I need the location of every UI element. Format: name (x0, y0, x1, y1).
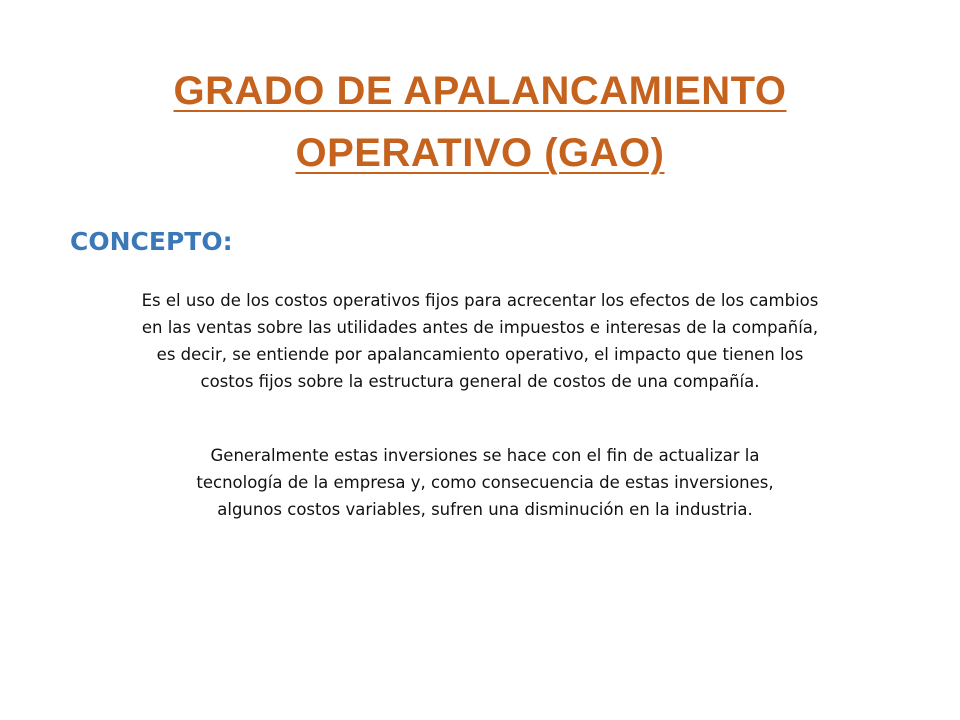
investment-paragraph (120, 442, 850, 523)
concept-paragraph-line-1: Es el uso de los costos operativos fijos para acrecentar los efectos de los cambios (141, 291, 819, 310)
investment-paragraph-line-3: algunos costos variables, sufren una disminución en la industria. (217, 500, 753, 519)
concept-heading: CONCEPTO: (70, 227, 233, 256)
concept-paragraph-line-2: en las ventas sobre las utilidades antes de impuestos e interesas de la compañía, (141, 318, 819, 337)
slide-title (80, 60, 880, 184)
concept-paragraph-line-3: es decir, se entiende por apalancamiento operativo, el impacto que tienen los (156, 345, 804, 364)
concept-paragraph (60, 287, 900, 395)
investment-paragraph-line-2: tecnología de la empresa y, como consecuencia de estas inversiones, (196, 473, 774, 492)
slide-title-line-2: OPERATIVO (GAO) (295, 131, 665, 175)
concept-paragraph-line-4: costos fijos sobre la estructura general de costos de una compañía. (200, 372, 760, 391)
investment-paragraph-line-1: Generalmente estas inversiones se hace con el fin de actualizar la (210, 446, 760, 465)
slide-title-line-1: GRADO DE APALANCAMIENTO (173, 69, 787, 113)
